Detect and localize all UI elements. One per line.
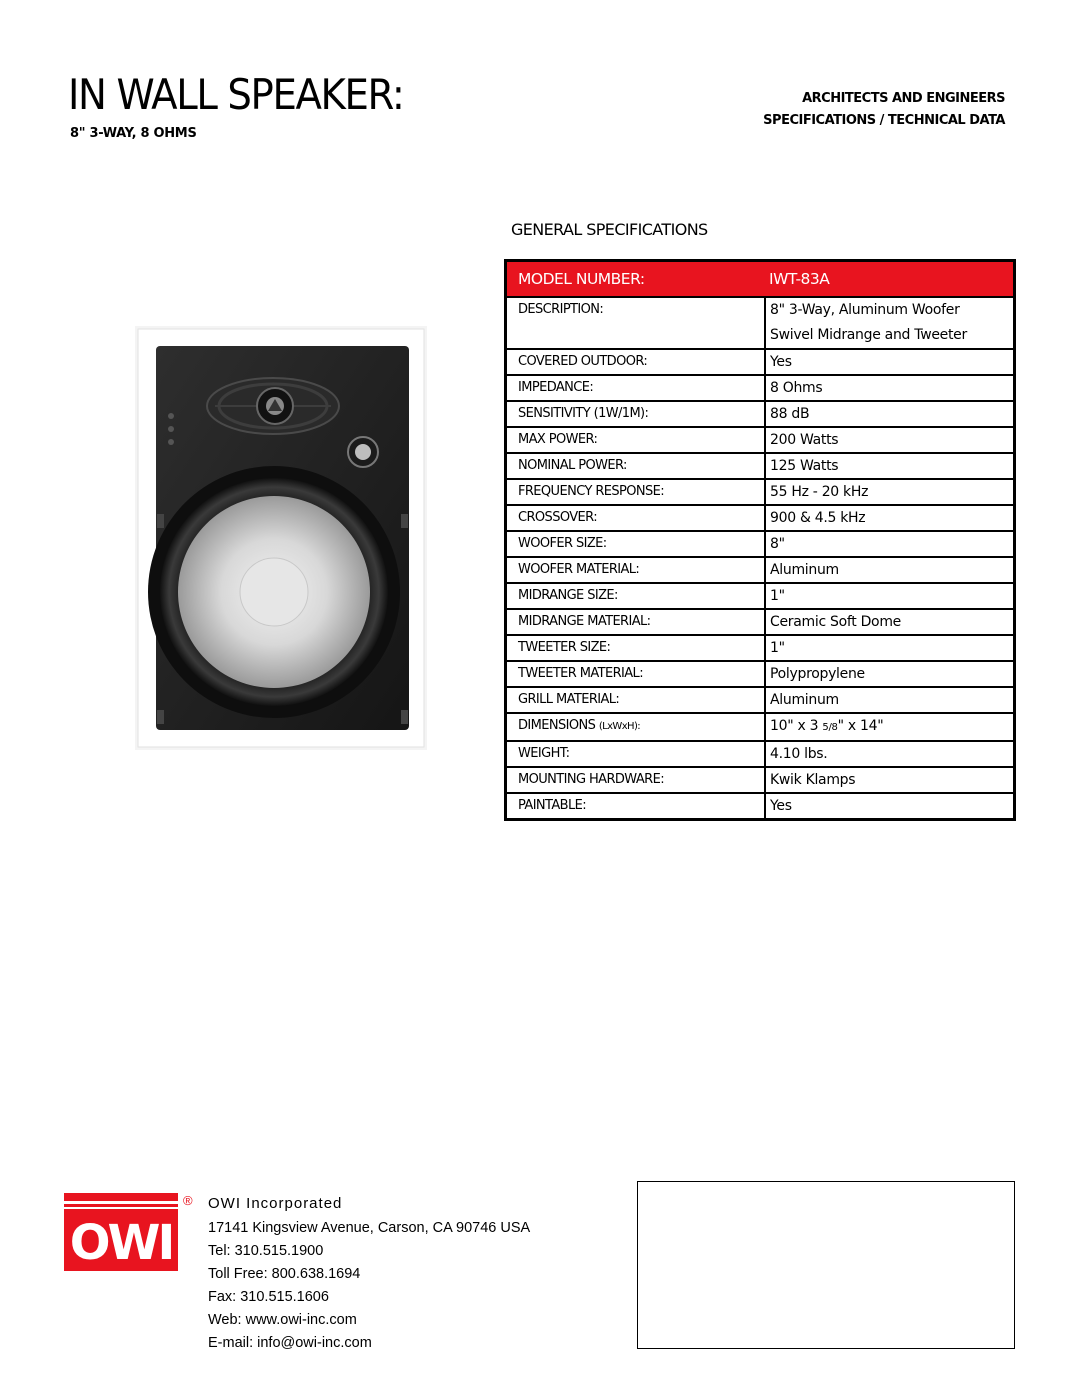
table-row <box>507 428 1013 454</box>
table-row <box>507 688 1013 714</box>
spec-label: MIDRANGE SIZE: <box>507 584 766 608</box>
section-title: GENERAL SPECIFICATIONS <box>511 220 708 239</box>
dimensions-value-a: 10" x 3 <box>770 718 819 734</box>
spec-value: Aluminum <box>770 562 839 578</box>
spec-value <box>766 298 1013 348</box>
page-title: IN WALL SPEAKER: <box>68 70 404 119</box>
doc-type-line-1: ARCHITECTS AND ENGINEERS <box>802 91 1005 106</box>
spec-table <box>504 259 1016 821</box>
spec-value: 55 Hz - 20 kHz <box>770 484 869 500</box>
spec-label: WOOFER SIZE: <box>507 532 766 556</box>
spec-label <box>507 714 766 740</box>
spec-value: Yes <box>770 354 792 370</box>
spec-label: WEIGHT: <box>507 742 766 766</box>
spec-value-line-1: 8" 3-Way, Aluminum Woofer <box>770 302 960 318</box>
spec-value: 900 & 4.5 kHz <box>770 510 866 526</box>
spec-label: COVERED OUTDOOR: <box>507 350 766 374</box>
speaker-image <box>135 326 427 750</box>
dimensions-value-b: " x 14" <box>837 718 884 734</box>
spec-value: Polypropylene <box>770 666 865 682</box>
spec-value <box>766 714 1013 740</box>
telephone: Tel: 310.515.1900 <box>208 1243 324 1259</box>
table-row <box>507 402 1013 428</box>
spec-label: DESCRIPTION: <box>507 298 766 348</box>
table-row <box>507 584 1013 610</box>
table-row <box>507 794 1013 818</box>
spec-value: 1" <box>770 588 785 604</box>
table-row <box>507 610 1013 636</box>
spec-label: CROSSOVER: <box>507 506 766 530</box>
email: E-mail: info@owi-inc.com <box>208 1335 372 1351</box>
spec-value: 200 Watts <box>770 432 839 448</box>
spec-value: 8" <box>770 536 785 552</box>
spec-label: PAINTABLE: <box>507 794 766 818</box>
spec-value: 8 Ohms <box>770 380 823 396</box>
table-row <box>507 558 1013 584</box>
document-type <box>763 88 1005 132</box>
spec-value: 1" <box>770 640 785 656</box>
dimensions-value-fraction: 5/8 <box>822 722 838 733</box>
dimensions-label: DIMENSIONS <box>518 718 596 733</box>
spec-label: NOMINAL POWER: <box>507 454 766 478</box>
spec-label: MAX POWER: <box>507 428 766 452</box>
spec-value: 125 Watts <box>770 458 839 474</box>
contact-info <box>208 1217 530 1355</box>
spec-value: Yes <box>770 798 792 814</box>
spec-label: IMPEDANCE: <box>507 376 766 400</box>
table-row <box>507 298 1013 350</box>
spec-label: GRILL MATERIAL: <box>507 688 766 712</box>
page-subtitle: 8" 3-WAY, 8 OHMS <box>70 126 197 141</box>
table-row <box>507 636 1013 662</box>
model-number-value: IWT-83A <box>769 270 830 288</box>
table-row <box>507 662 1013 688</box>
website: Web: www.owi-inc.com <box>208 1312 357 1328</box>
table-row <box>507 350 1013 376</box>
company-name: OWI Incorporated <box>208 1195 343 1212</box>
spec-label: TWEETER SIZE: <box>507 636 766 660</box>
dealer-stamp-box <box>637 1181 1015 1349</box>
table-row <box>507 742 1013 768</box>
table-row <box>507 532 1013 558</box>
table-row <box>507 454 1013 480</box>
spec-label: WOOFER MATERIAL: <box>507 558 766 582</box>
table-row <box>507 768 1013 794</box>
dimensions-label-units: (LxWxH): <box>598 721 641 732</box>
address: 17141 Kingsview Avenue, Carson, CA 90746 USA <box>208 1220 531 1236</box>
spec-value-line-2: Swivel Midrange and Tweeter <box>770 327 967 343</box>
table-row <box>507 714 1013 742</box>
spec-value: 88 dB <box>770 406 810 422</box>
logo-text: OWI <box>69 1215 173 1271</box>
doc-type-line-2: SPECIFICATIONS / TECHNICAL DATA <box>763 113 1005 128</box>
spec-value: Aluminum <box>770 692 839 708</box>
spec-value: Kwik Klamps <box>770 772 856 788</box>
toll-free: Toll Free: 800.638.1694 <box>208 1266 361 1282</box>
spec-value: 4.10 lbs. <box>770 746 828 762</box>
table-row <box>507 506 1013 532</box>
registered-mark: ® <box>183 1193 193 1208</box>
spec-label: TWEETER MATERIAL: <box>507 662 766 686</box>
spec-value: Ceramic Soft Dome <box>770 614 901 630</box>
table-row <box>507 376 1013 402</box>
owi-logo <box>64 1193 178 1271</box>
table-row <box>507 480 1013 506</box>
model-number-row <box>507 262 1013 298</box>
fax: Fax: 310.515.1606 <box>208 1289 329 1305</box>
spec-label: FREQUENCY RESPONSE: <box>507 480 766 504</box>
model-number-label: MODEL NUMBER: <box>518 270 645 288</box>
spec-label: MOUNTING HARDWARE: <box>507 768 766 792</box>
spec-label: MIDRANGE MATERIAL: <box>507 610 766 634</box>
spec-label: SENSITIVITY (1W/1M): <box>507 402 766 426</box>
